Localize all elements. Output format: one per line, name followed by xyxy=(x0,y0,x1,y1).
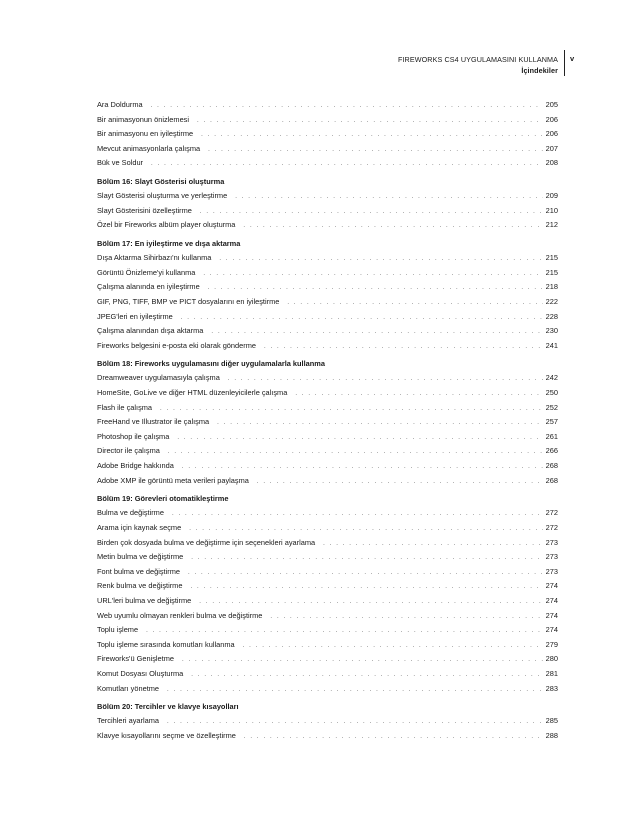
dot-leader xyxy=(270,610,542,625)
toc-entry-page: 218 xyxy=(545,282,558,292)
toc-entry-page: 210 xyxy=(545,205,558,215)
toc-entry[interactable] xyxy=(97,506,558,521)
dot-leader xyxy=(181,311,543,326)
toc-entry[interactable] xyxy=(97,430,558,445)
book-title: FIREWORKS CS4 UYGULAMASINI KULLANMA xyxy=(397,55,558,64)
toc-entry-page: 242 xyxy=(545,373,558,383)
toc-entry[interactable] xyxy=(97,474,558,489)
dot-leader xyxy=(211,325,542,340)
dot-leader xyxy=(167,683,543,698)
toc-entry-page: 274 xyxy=(545,610,558,620)
chapter-section xyxy=(97,175,558,233)
chapter-section xyxy=(97,237,558,354)
toc-entry[interactable] xyxy=(97,714,558,729)
toc-entry[interactable] xyxy=(97,386,558,401)
chapter-heading[interactable]: Bölüm 20: Tercihler ve klavye kısayolları xyxy=(97,701,239,711)
toc-entry-page: 285 xyxy=(545,716,558,726)
running-header xyxy=(398,54,558,76)
toc-entry[interactable] xyxy=(97,204,558,219)
table-of-contents xyxy=(97,98,558,744)
toc-entry[interactable] xyxy=(97,371,558,386)
dot-leader xyxy=(203,267,542,282)
dot-leader xyxy=(160,402,543,417)
toc-entry-title: Mevcut animasyonlarla çalışma xyxy=(97,143,201,153)
dot-leader xyxy=(228,372,543,387)
toc-entry-page: 257 xyxy=(545,417,558,427)
toc-entry-title: Fireworks'ü Genişletme xyxy=(97,654,174,664)
toc-entry[interactable] xyxy=(97,189,558,204)
toc-entry[interactable] xyxy=(97,623,558,638)
toc-entry[interactable] xyxy=(97,280,558,295)
toc-entry[interactable] xyxy=(97,310,558,325)
toc-entry-title: HomeSite, GoLive ve diğer HTML düzenleyicilerle çalışma xyxy=(97,388,288,398)
toc-entry-title: Bir animasyonun önizlemesi xyxy=(97,114,190,124)
toc-entry-page: 209 xyxy=(545,191,558,201)
toc-entry-title: Çalışma alanından dışa aktarma xyxy=(97,326,204,336)
toc-entry-page: 205 xyxy=(545,100,558,109)
chapter-heading[interactable]: Bölüm 16: Slayt Gösterisi oluşturma xyxy=(97,176,225,186)
dot-leader xyxy=(287,296,542,311)
toc-entry-page: 273 xyxy=(545,552,558,562)
toc-entry-page: 281 xyxy=(545,668,558,678)
toc-entry[interactable] xyxy=(97,415,558,430)
dot-leader xyxy=(243,639,543,654)
toc-entry[interactable] xyxy=(97,127,558,142)
toc-entry[interactable] xyxy=(97,594,558,609)
toc-entry[interactable] xyxy=(97,113,558,128)
toc-entry-title: Renk bulma ve değiştirme xyxy=(97,581,183,591)
toc-entry[interactable] xyxy=(97,550,558,565)
dot-leader xyxy=(189,522,542,537)
toc-entry-title: Adobe Bridge hakkında xyxy=(97,461,174,471)
toc-entry-title: Director ile çalışma xyxy=(97,446,160,456)
toc-entry-title: Bir animasyonu en iyileştirme xyxy=(97,129,194,139)
toc-entry-title: URL'leri bulma ve değiştirme xyxy=(97,595,192,605)
toc-entry-title: Fireworks belgesini e-posta eki olarak gönderme xyxy=(97,340,256,350)
dot-leader xyxy=(219,252,542,267)
dot-leader xyxy=(197,114,543,129)
toc-entry[interactable] xyxy=(97,667,558,682)
toc-entry-title: Tercihleri ayarlama xyxy=(97,716,160,726)
dot-leader xyxy=(243,219,542,234)
toc-entry[interactable] xyxy=(97,579,558,594)
dot-leader xyxy=(235,190,542,205)
toc-entry[interactable] xyxy=(97,218,558,233)
toc-entry-page: 215 xyxy=(545,253,558,263)
toc-entry-title: Slayt Gösterisi oluşturma ve yerleştirme xyxy=(97,191,228,201)
dot-leader xyxy=(191,668,542,683)
dot-leader xyxy=(199,595,542,610)
toc-entry-page: 215 xyxy=(545,267,558,277)
toc-entry-title: Dışa Aktarma Sihirbazı'nı kullanma xyxy=(97,253,212,263)
toc-entry-title: Font bulma ve değiştirme xyxy=(97,566,180,576)
dot-leader xyxy=(264,340,543,355)
toc-entry[interactable] xyxy=(97,156,558,171)
toc-entry-page: 206 xyxy=(545,129,558,139)
toc-entry[interactable] xyxy=(97,401,558,416)
toc-entry-page: 272 xyxy=(545,523,558,532)
toc-entry-title: Komutları yönetme xyxy=(97,683,160,693)
toc-entry-page: 273 xyxy=(545,566,558,576)
lead-entries xyxy=(97,98,558,171)
toc-entry-page: 280 xyxy=(545,654,558,664)
toc-entry-title: Klavye kısayollarını seçme ve özelleştirme xyxy=(97,730,236,740)
toc-entry-page: 230 xyxy=(545,326,558,336)
toc-entry-page: 268 xyxy=(545,475,558,485)
toc-entry-title: Çalışma alanında en iyileştirme xyxy=(97,282,200,292)
toc-entry-page: 274 xyxy=(545,625,558,635)
toc-entry[interactable] xyxy=(97,682,558,697)
toc-entry-page: 207 xyxy=(545,143,558,153)
chapter-section xyxy=(97,700,558,744)
dot-leader xyxy=(257,475,543,490)
dot-leader xyxy=(244,730,543,745)
dot-leader xyxy=(200,205,543,220)
toc-entry[interactable] xyxy=(97,521,558,536)
dot-leader xyxy=(201,128,543,143)
chapter-heading[interactable]: Bölüm 17: En iyileştirme ve dışa aktarma xyxy=(97,238,241,248)
chapter-heading[interactable]: Bölüm 19: Görevleri otomatikleştirme xyxy=(97,493,229,503)
toc-entry[interactable] xyxy=(97,729,558,744)
toc-entry-title: Toplu işleme xyxy=(97,625,139,635)
toc-entry[interactable] xyxy=(97,565,558,580)
toc-entry-page: 274 xyxy=(545,595,558,605)
toc-entry[interactable] xyxy=(97,295,558,310)
toc-entry-page: 241 xyxy=(545,340,558,350)
dot-leader xyxy=(168,445,543,460)
toc-entry-title: Dreamweaver uygulamasıyla çalışma xyxy=(97,373,220,383)
toc-entry-page: 250 xyxy=(545,388,558,398)
dot-leader xyxy=(182,653,543,668)
dot-leader xyxy=(151,157,543,172)
toc-entry-title: GIF, PNG, TIFF, BMP ve PICT dosyalarını en iyileştirme xyxy=(97,296,280,306)
dot-leader xyxy=(151,99,543,114)
toc-entry-title: JPEG'leri en iyileştirme xyxy=(97,311,173,321)
toc-entry-page: 288 xyxy=(545,730,558,740)
chapter-list xyxy=(97,175,558,744)
toc-entry-page: 252 xyxy=(545,402,558,412)
toc-entry-title: Birden çok dosyada bulma ve değiştirme için seçenekleri ayarlama xyxy=(97,537,316,547)
toc-entry[interactable] xyxy=(97,251,558,266)
toc-entry-page: 274 xyxy=(545,581,558,591)
toc-entry-title: Bulma ve değiştirme xyxy=(97,508,164,518)
chapter-section xyxy=(97,357,558,488)
toc-entry[interactable] xyxy=(97,98,558,113)
toc-entry-title: Toplu işleme sırasında komutları kullanma xyxy=(97,639,235,649)
toc-entry-title: Görüntü Önizleme'yi kullanma xyxy=(97,267,196,277)
toc-entry-page: 273 xyxy=(545,537,558,547)
dot-leader xyxy=(167,715,543,730)
dot-leader xyxy=(323,537,543,552)
toc-entry-title: Photoshop ile çalışma xyxy=(97,431,170,441)
toc-entry[interactable] xyxy=(97,536,558,551)
toc-entry-page: 212 xyxy=(545,220,558,230)
dot-leader xyxy=(208,143,543,158)
toc-entry-title: Komut Dosyası Oluşturma xyxy=(97,668,184,678)
toc-entry-page: 272 xyxy=(545,508,558,518)
toc-entry[interactable] xyxy=(97,609,558,624)
toc-entry-page: 222 xyxy=(545,296,558,306)
toc-entry[interactable] xyxy=(97,266,558,281)
page-number: v xyxy=(570,54,575,63)
toc-entry[interactable] xyxy=(97,652,558,667)
toc-entry-title: Arama için kaynak seçme xyxy=(97,523,182,532)
toc-entry-title: Adobe XMP ile görüntü meta verileri paylaşma xyxy=(97,475,249,485)
dot-leader xyxy=(188,566,543,581)
dot-leader xyxy=(208,281,543,296)
toc-entry-title: Web uyumlu olmayan renkleri bulma ve değiştirme xyxy=(97,610,263,620)
toc-entry-title: Bük ve Soldur xyxy=(97,158,144,168)
toc-entry[interactable] xyxy=(97,638,558,653)
dot-leader xyxy=(217,416,543,431)
dot-leader xyxy=(190,580,542,595)
chapter-heading[interactable]: Bölüm 18: Fireworks uygulamasını diğer uygulamalarla kullanma xyxy=(97,358,325,368)
toc-entry-page: 228 xyxy=(545,311,558,321)
toc-entry-page: 283 xyxy=(545,683,558,693)
toc-entry-title: FreeHand ve Illustrator ile çalışma xyxy=(97,417,210,427)
dot-leader xyxy=(191,551,542,566)
toc-entry[interactable] xyxy=(97,324,558,339)
toc-entry-title: Ara Doldurma xyxy=(97,100,143,109)
chapter-section xyxy=(97,492,558,696)
toc-entry-title: Özel bir Fireworks albüm player oluşturma xyxy=(97,220,236,230)
toc-entry-page: 206 xyxy=(545,114,558,124)
toc-entry[interactable] xyxy=(97,142,558,157)
toc-entry-title: Slayt Gösterisini özelleştirme xyxy=(97,205,192,215)
dot-leader xyxy=(172,507,543,522)
toc-entry-page: 208 xyxy=(545,158,558,168)
toc-entry[interactable] xyxy=(97,444,558,459)
toc-entry-page: 279 xyxy=(545,639,558,649)
dot-leader xyxy=(146,624,543,639)
dot-leader xyxy=(295,387,542,402)
toc-entry[interactable] xyxy=(97,339,558,354)
header-divider xyxy=(564,50,565,76)
toc-entry-page: 266 xyxy=(545,446,558,456)
toc-entry[interactable] xyxy=(97,459,558,474)
toc-entry-page: 261 xyxy=(545,431,558,441)
dot-leader xyxy=(177,431,542,446)
dot-leader xyxy=(182,460,543,475)
toc-entry-page: 268 xyxy=(545,461,558,471)
toc-entry-title: Flash ile çalışma xyxy=(97,402,153,412)
section-title: İçindekiler xyxy=(521,66,558,75)
toc-entry-title: Metin bulma ve değiştirme xyxy=(97,552,184,562)
